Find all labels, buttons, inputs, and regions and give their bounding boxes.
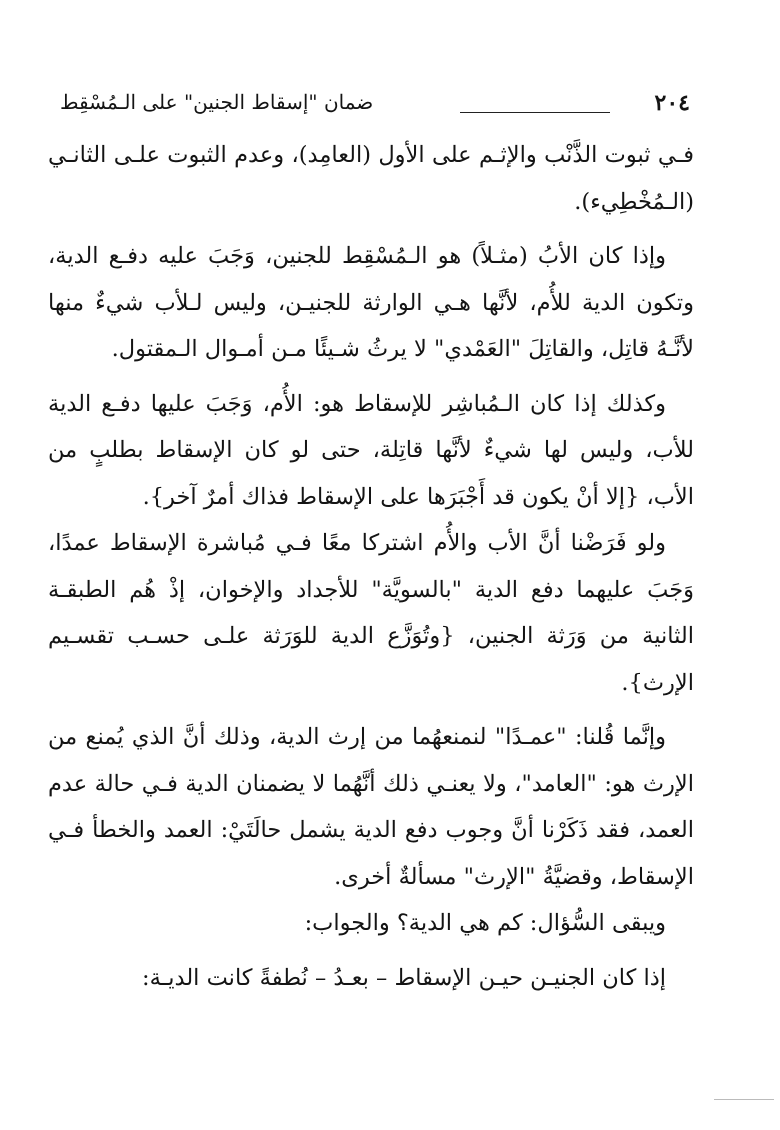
paragraph-5: وإنَّما قُلنا: "عمـدًا" لنمنعهُما من إرث الدية، وذلك أنَّ الذي يُمنع من الإرث هو: "العامد"، ولا يعنـي ذلك أنَّهُما لا يضمنان الدية فـي حالة عدم العمد، فقد ذَكَرْنا أنَّ وجوب دفع الدية يشمل حالَتَيْ: العمد والخطأ فـي الإسقاط، وقضيَّةُ "الإرث" مسألةٌ أخرى. xyxy=(48,724,694,890)
paragraph-7: إذا كان الجنيـن حيـن الإسقاط – بعـدُ – نُطفةً كانت الديـة: xyxy=(142,964,666,991)
running-title: ضمان "إسقاط الجنين" على الـمُسْقِط xyxy=(60,90,374,114)
page-header xyxy=(60,88,700,122)
page-edge-line xyxy=(714,1099,774,1100)
paragraph-1: فـي ثبوت الذَّنْب والإثـم على الأول (العامِد)، وعدم الثبوت علـى الثانـي (الـمُخْطِيء). xyxy=(48,142,694,215)
paragraph-2: وإذا كان الأبُ (مثـلاً) هو الـمُسْقِط للجنين، وَجَبَ عليه دفـع الدية، وتكون الدية للأُم، لأنَّها هـي الوارثة للجنيـن، وليس لـلأب شيءٌ منها لأنَّـهُ قاتِل، والقاتِلَ "العَمْدي" لا يرثُ شـيئًا مـن أمـوال الـمقتول. xyxy=(48,243,694,362)
paragraph-6: ويبقى السُّؤال: كم هي الدية؟ والجواب: xyxy=(304,910,666,936)
page-number: ٢٠٤ xyxy=(654,90,690,116)
paragraph-4: ولو فَرَضْنا أنَّ الأب والأُم اشتركا معًا فـي مُباشرة الإسقاط عمدًا، وَجَبَ عليهما دفع الدية "بالسويَّة" للأجداد والإخوان، إذْ هُم الطبقـة الثانية من وَرَثة الجنين، {وتُوَزَّع الدية للوَرَثة علـى حسـب تقسـيم الإرث}. xyxy=(48,530,694,696)
header-rule xyxy=(460,112,610,113)
body-text xyxy=(48,132,694,1001)
paragraph-3: وكذلك إذا كان الـمُباشِر للإسقاط هو: الأُم، وَجَبَ عليها دفـع الدية للأب، وليس لها شيءٌ لأنَّها قاتِلة، حتى لو كان الإسقاط بطلبٍ من الأب، {إلا أنْ يكون قد أَجْبَرَها على الإسقاط فذاك أمرٌ آخر}. xyxy=(48,390,694,510)
